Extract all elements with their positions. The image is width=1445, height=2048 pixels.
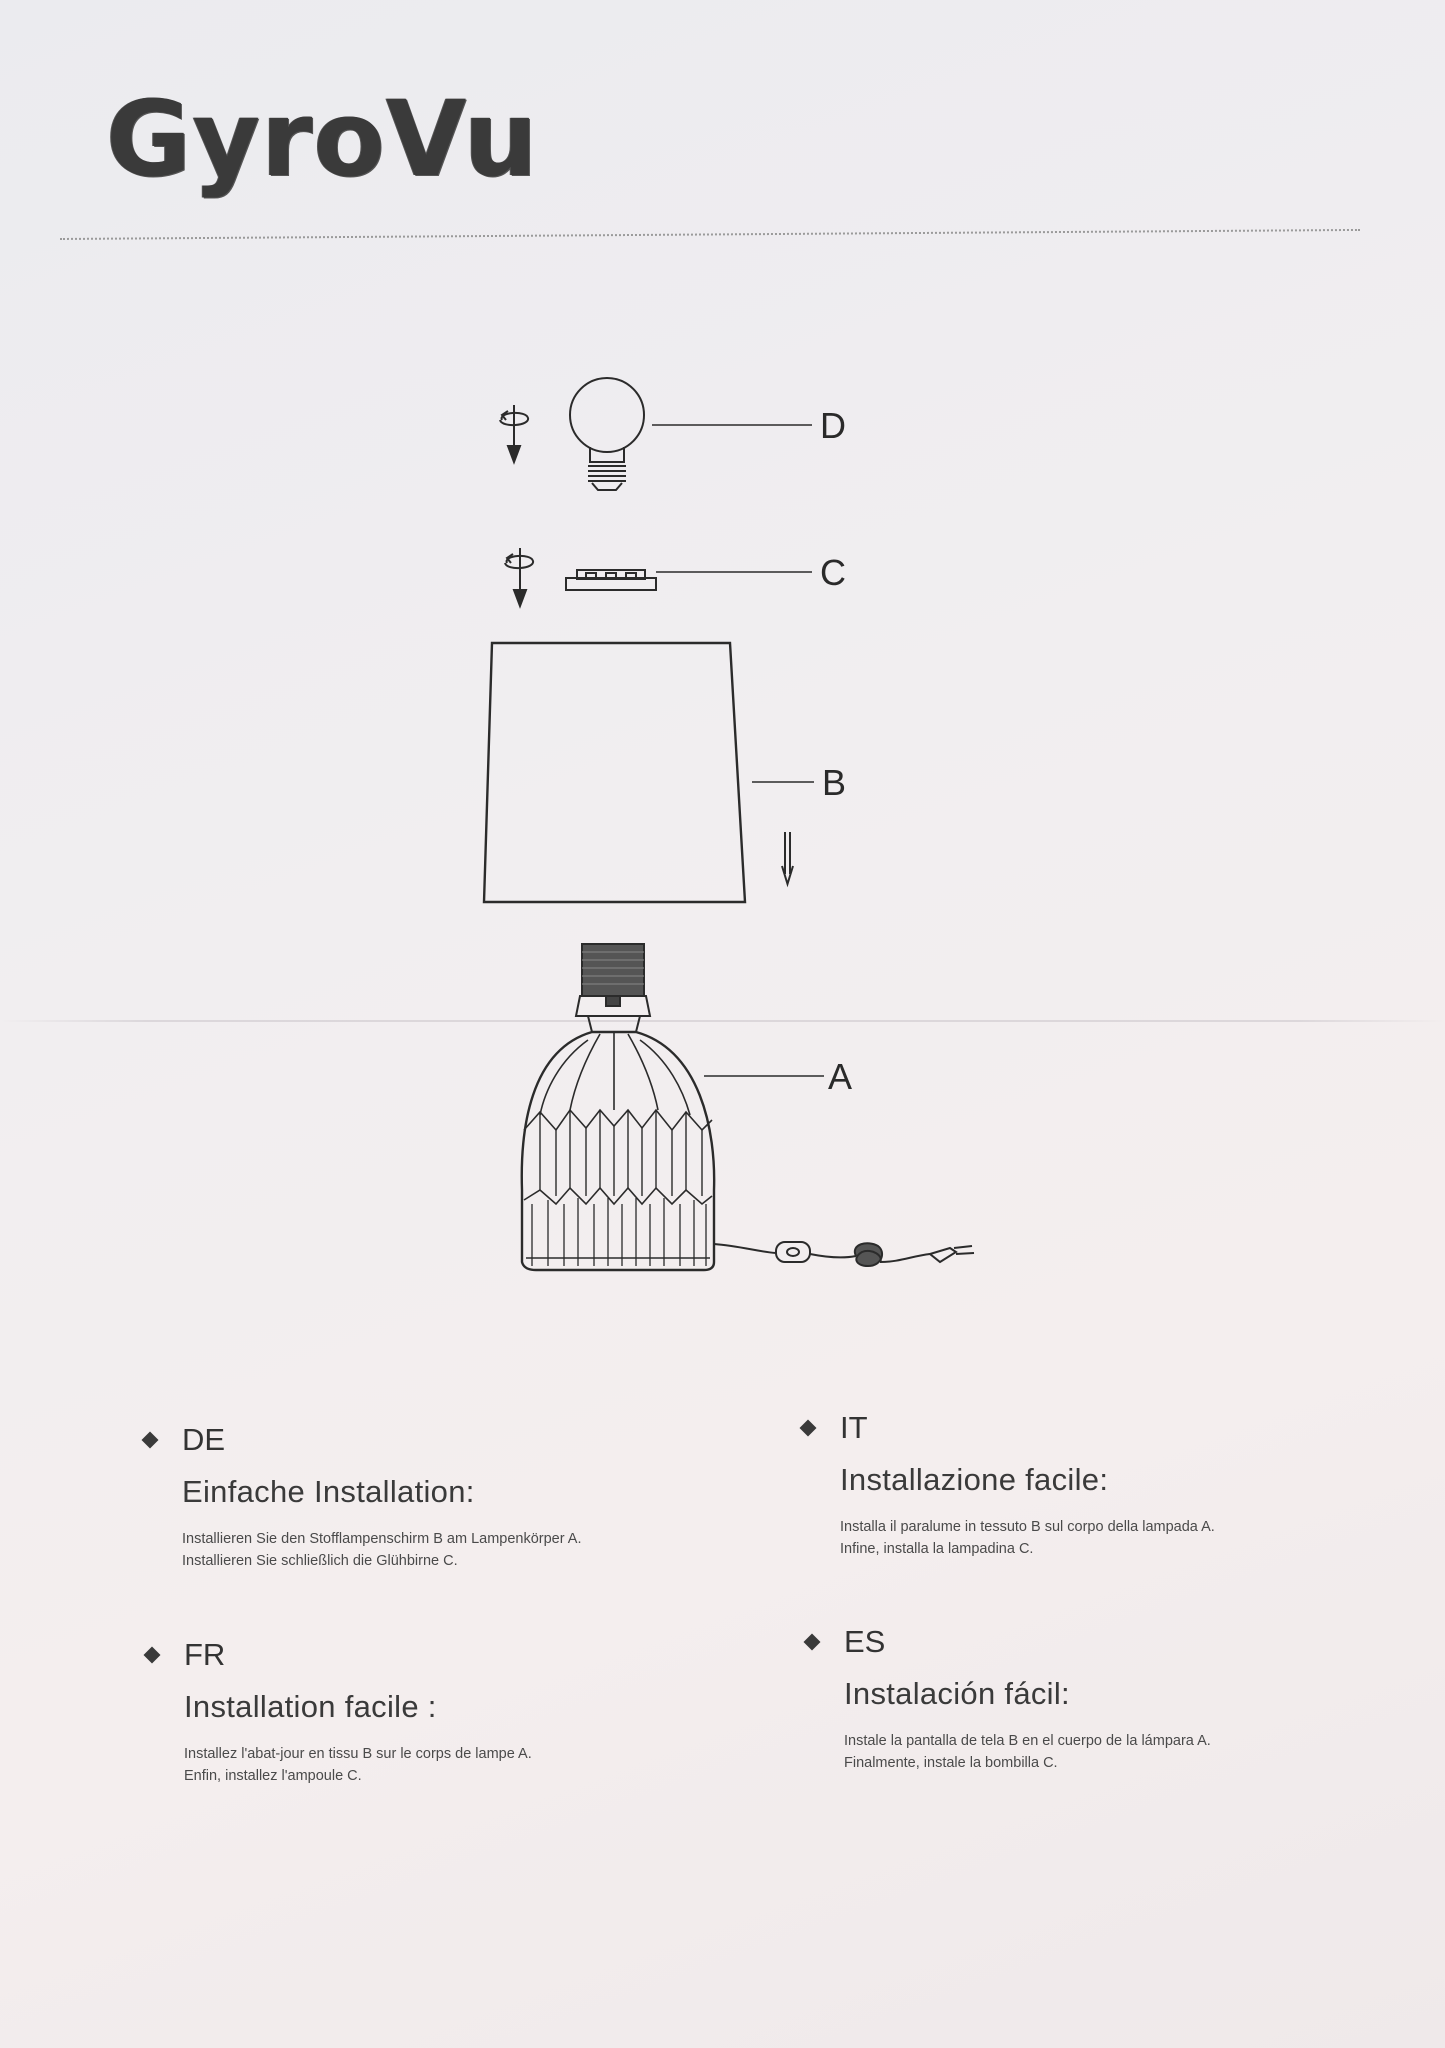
instructions-it (798, 1408, 1358, 1560)
section-heading: Installation facile : (184, 1689, 437, 1724)
part-label-a: A (828, 1056, 853, 1097)
instruction-line: Finalmente, instale la bombilla C. (844, 1755, 1058, 1771)
instruction-line: Installieren Sie schließlich die Glühbirne C. (182, 1553, 458, 1569)
part-label-b: B (822, 762, 847, 803)
rotate-down-icon (500, 405, 528, 462)
instruction-line: Installa il paralume in tessuto B sul corpo della lampada A. (840, 1519, 1215, 1535)
instruction-line: Infine, installa la lampadina C. (840, 1541, 1034, 1557)
instruction-line: Enfin, installez l'ampoule C. (184, 1768, 362, 1784)
diamond-bullet-icon (800, 1420, 817, 1437)
instruction-text (184, 1743, 702, 1787)
instructions-fr (142, 1635, 702, 1787)
lamp-base-illustration (522, 944, 714, 1270)
section-heading: Einfache Installation: (182, 1474, 475, 1509)
instruction-line: Installieren Sie den Stofflampenschirm B am Lampenkörper A. (182, 1531, 582, 1547)
power-cord-illustration (714, 1242, 974, 1266)
instructions-de (140, 1420, 700, 1572)
part-label-c: C (820, 552, 846, 593)
instruction-text (840, 1516, 1358, 1560)
brand-logo: GyroVu (106, 78, 539, 200)
language-code: DE (182, 1422, 226, 1457)
part-label-d: D (820, 405, 846, 446)
lampshade-illustration (484, 643, 745, 902)
instruction-line: Instale la pantalla de tela B en el cuerpo de la lámpara A. (844, 1733, 1211, 1749)
language-code: ES (844, 1624, 886, 1659)
rotate-down-icon (505, 548, 533, 606)
language-code: FR (184, 1637, 226, 1672)
diamond-bullet-icon (804, 1634, 821, 1651)
bulb-illustration (570, 374, 666, 490)
section-heading: Instalación fácil: (844, 1676, 1070, 1711)
diamond-bullet-icon (142, 1432, 159, 1449)
section-heading: Installazione facile: (840, 1462, 1109, 1497)
ring-adapter-illustration (566, 570, 656, 590)
instruction-text (844, 1730, 1362, 1774)
down-arrow-icon (782, 832, 793, 884)
instruction-text (182, 1528, 700, 1572)
instructions-es (802, 1622, 1362, 1774)
diamond-bullet-icon (144, 1647, 161, 1664)
language-code: IT (840, 1410, 868, 1445)
instruction-line: Installez l'abat-jour en tissu B sur le corps de lampe A. (184, 1746, 532, 1762)
